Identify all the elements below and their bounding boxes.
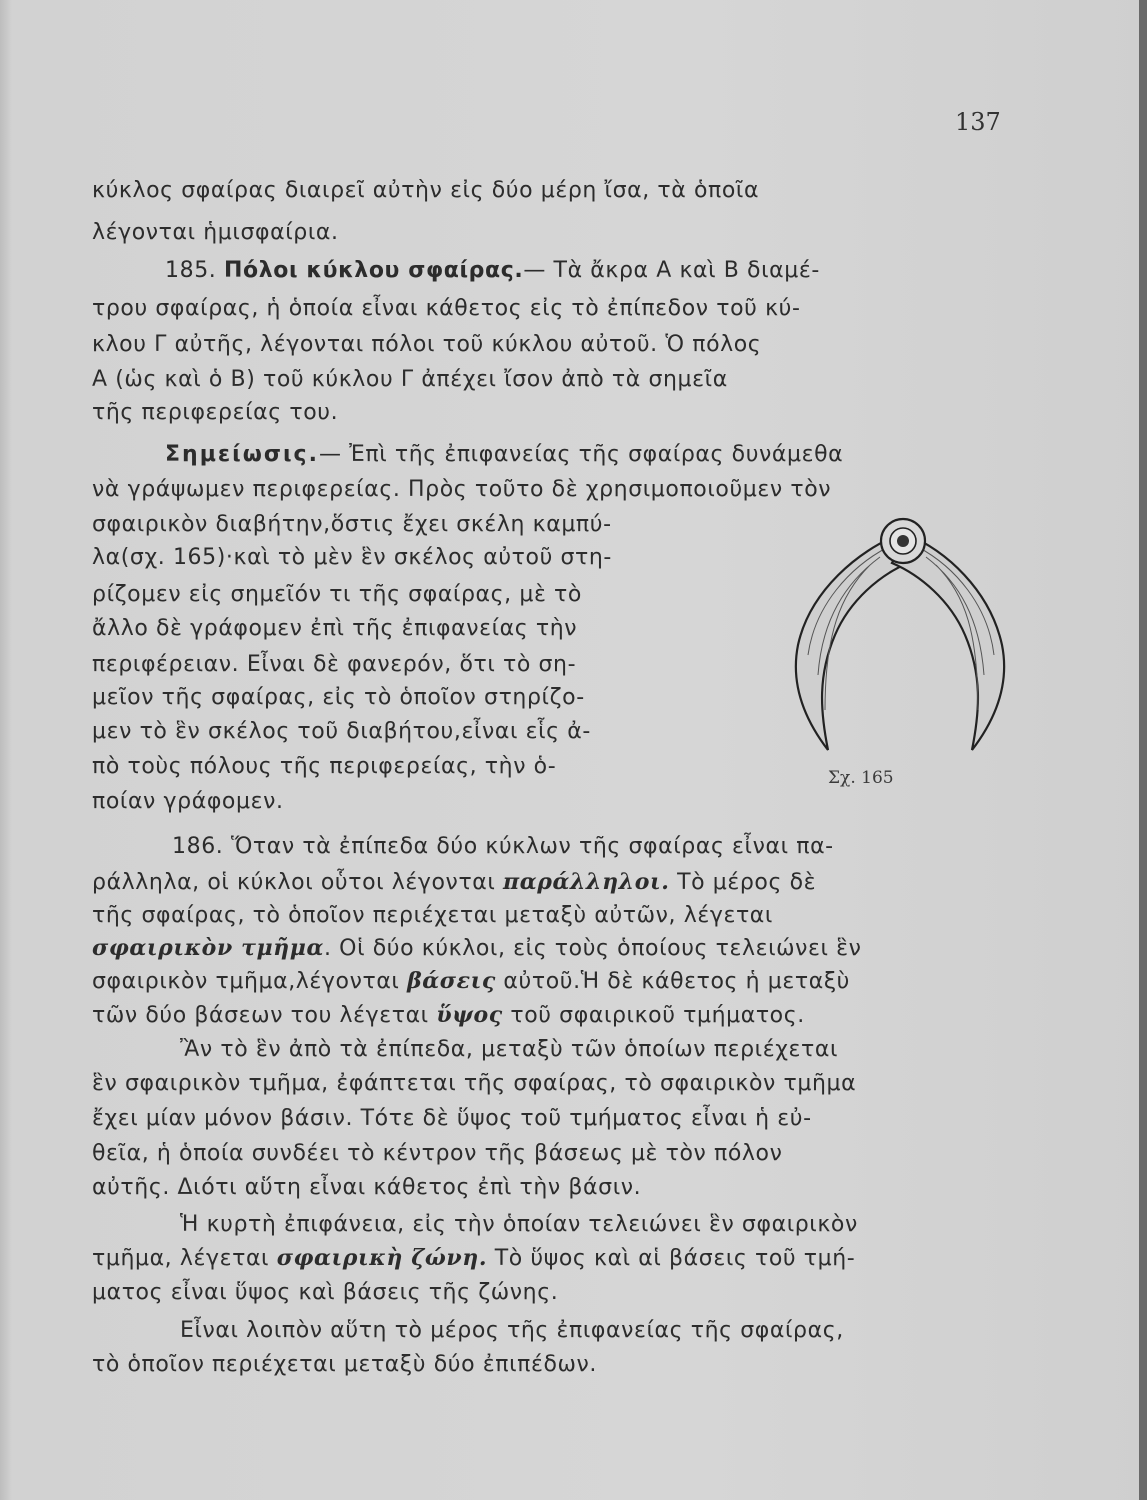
text-line (92, 867, 816, 898)
text-segment: αὐτοῦ.Ἡ δὲ κάθετος ἡ μεταξὺ (495, 969, 851, 994)
text-line: κλου Γ αὐτῆς, λέγονται πόλοι τοῦ κύκλου αὐτοῦ. Ὁ πόλος (92, 332, 762, 357)
text-line (92, 1000, 805, 1031)
text-segment: Τὸ ὕψος καὶ αἱ βάσεις τοῦ τμή- (487, 1246, 856, 1271)
text-segment: σφαιρικὸν τμῆμα,λέγονται (92, 969, 408, 994)
text-line (92, 1243, 855, 1274)
text-line: τρου σφαίρας, ἡ ὁποία εἶναι κάθετος εἰς τὸ ἐπίπεδον τοῦ κύ- (92, 296, 801, 321)
text-segment: — Ἐπὶ τῆς ἐπιφανείας τῆς σφαίρας δυνάμεθα (318, 442, 844, 467)
term-bases: βάσεις (407, 968, 496, 994)
note-title: Σημείωσις. (165, 442, 319, 467)
text-line: νὰ γράψωμεν περιφερείας. Πρὸς τοῦτο δὲ χρησιμοποιοῦμεν τὸν (92, 477, 832, 502)
section-185-heading-line (165, 256, 820, 286)
hinge-pin (897, 535, 909, 547)
term-spherical-segment: σφαιρικὸν τμῆμα (92, 935, 324, 961)
term-height: ὕψος (436, 1002, 503, 1028)
text-line: σφαιρικὸν διαβήτην,ὅστις ἔχει σκέλη καμπύ- (92, 512, 612, 537)
text-line: πὸ τοὺς πόλους τῆς περιφερείας, τὴν ὁ- (92, 754, 557, 779)
compass-right-leg (892, 535, 1004, 750)
text-line: τῆς σφαίρας, τὸ ὁποῖον περιέχεται μεταξὺ αὐτῶν, λέγεται (92, 903, 773, 928)
text-line: 186. Ὅταν τὰ ἐπίπεδα δύο κύκλων τῆς σφαίρας εἶναι πα- (172, 834, 834, 859)
text-segment: ράλληλα, οἱ κύκλοι οὗτοι λέγονται (92, 870, 504, 895)
text-line: κύκλος σφαίρας διαιρεῖ αὐτὴν εἰς δύο μέρη ἴσα, τὰ ὁποῖα (92, 178, 760, 203)
text-segment: τῶν δύο βάσεων του λέγεται (92, 1003, 437, 1028)
figure-caption: Σχ. 165 (828, 768, 894, 788)
text-line: ἔχει μίαν μόνον βάσιν. Τότε δὲ ὕψος τοῦ τμήματος εἶναι ἡ εὐ- (92, 1106, 812, 1131)
text-line: ἄλλο δὲ γράφομεν ἐπὶ τῆς ἐπιφανείας τὴν (92, 616, 578, 641)
figure-165 (780, 505, 1020, 765)
term-parallel: παράλληλοι. (503, 869, 670, 895)
text-segment: τμῆμα, λέγεται (92, 1246, 277, 1271)
spherical-compass-illustration (780, 505, 1020, 765)
text-line: περιφέρειαν. Εἶναι δὲ φανερόν, ὅτι τὸ ση- (92, 652, 577, 677)
text-line: μεν τὸ ἓν σκέλος τοῦ διαβήτου,εἶναι εἷς ἀ- (92, 719, 591, 744)
section-title: Πόλοι κύκλου σφαίρας. (223, 258, 524, 283)
text-line: λα(σχ. 165)·καὶ τὸ μὲν ἓν σκέλος αὐτοῦ στη- (92, 545, 612, 570)
text-line: λέγονται ἡμισφαίρια. (92, 220, 339, 245)
text-line (92, 933, 862, 964)
text-segment: Τὸ μέρος δὲ (669, 870, 817, 895)
text-line: Ἂν τὸ ἓν ἀπὸ τὰ ἐπίπεδα, μεταξὺ τῶν ὁποίων περιέχεται (180, 1037, 838, 1062)
text-line: ματος εἶναι ὕψος καὶ βάσεις τῆς ζώνης. (92, 1280, 559, 1305)
section-number: 185. (165, 258, 224, 283)
text-line (92, 966, 850, 997)
text-line: τὸ ὁποῖον περιέχεται μεταξὺ δύο ἐπιπέδων. (92, 1352, 598, 1377)
text-line: θεῖα, ἡ ὁποία συνδέει τὸ κέντρον τῆς βάσεως μὲ τὸν πόλον (92, 1141, 783, 1166)
text-line: τῆς περιφερείας του. (92, 400, 339, 425)
text-line: αὐτῆς. Διότι αὕτη εἶναι κάθετος ἐπὶ τὴν βάσιν. (92, 1175, 642, 1200)
note-heading-line (165, 440, 843, 470)
text-line: ἓν σφαιρικὸν τμῆμα, ἐφάπτεται τῆς σφαίρας, τὸ σφαιρικὸν τμῆμα (92, 1071, 857, 1096)
page-number: 137 (955, 108, 1001, 136)
compass-left-leg (796, 535, 908, 750)
text-line: Α (ὡς καὶ ὁ Β) τοῦ κύκλου Γ ἀπέχει ἴσον ἀπὸ τὰ σημεῖα (92, 367, 728, 392)
text-line: ρίζομεν εἰς σημεῖόν τι τῆς σφαίρας, μὲ τὸ (92, 582, 582, 607)
text-line: Ἡ κυρτὴ ἐπιφάνεια, εἰς τὴν ὁποίαν τελειώνει ἓν σφαιρικὸν (180, 1212, 858, 1237)
text-line: ποίαν γράφομεν. (92, 789, 284, 814)
term-spherical-zone: σφαιρικὴ ζώνη. (276, 1245, 488, 1271)
binding-edge (1139, 0, 1147, 1500)
text-segment: — Τὰ ἄκρα Α καὶ Β διαμέ- (523, 258, 820, 283)
text-line: Εἶναι λοιπὸν αὕτη τὸ μέρος τῆς ἐπιφανείας τῆς σφαίρας, (180, 1318, 844, 1343)
text-line: μεῖον τῆς σφαίρας, εἰς τὸ ὁποῖον στηρίζο- (92, 685, 585, 710)
text-segment: . Οἱ δύο κύκλοι, εἰς τοὺς ὁποίους τελειώνει ἓν (324, 936, 862, 961)
text-segment: τοῦ σφαιρικοῦ τμήματος. (502, 1003, 805, 1028)
